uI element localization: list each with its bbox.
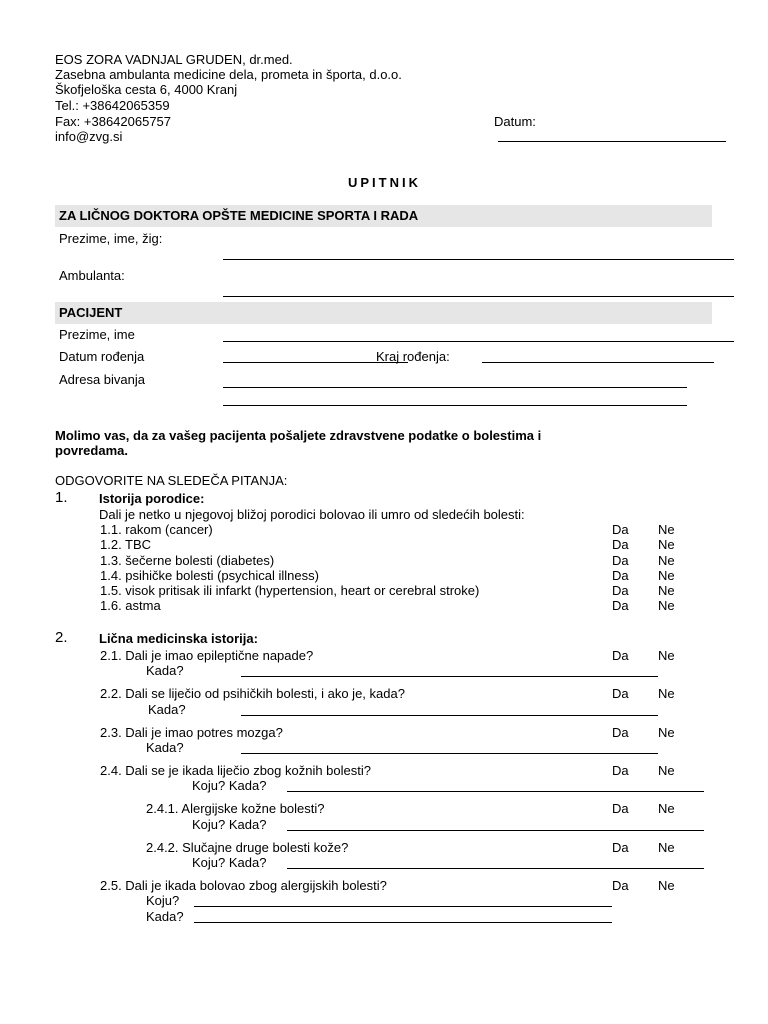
which-when-label: Koju? Kada? — [192, 855, 267, 870]
answer-yes[interactable]: Da — [612, 553, 629, 568]
answer-yes[interactable]: Da — [612, 878, 629, 893]
clinic-label: Ambulanta: — [59, 268, 125, 283]
question-2-3: 2.3. Dali je imao potres mozga? — [100, 725, 283, 740]
clinic-fax: Fax: +38642065757 — [55, 114, 172, 129]
address-field-line-1[interactable] — [223, 387, 687, 388]
patient-name-field[interactable] — [223, 341, 734, 342]
question-1-1: 1.1. rakom (cancer) — [100, 522, 213, 537]
when-field[interactable] — [241, 676, 658, 677]
answer-no[interactable]: Ne — [658, 553, 675, 568]
which-when-field[interactable] — [287, 868, 704, 869]
answer-no[interactable]: Ne — [658, 583, 675, 598]
when-field[interactable] — [241, 753, 658, 754]
date-label: Datum: — [494, 114, 536, 129]
which-when-label: Koju? Kada? — [192, 778, 267, 793]
doctor-section-heading: ZA LIČNOG DOKTORA OPŠTE MEDICINE SPORTA I RADA — [59, 208, 419, 223]
doctor-section-header — [55, 205, 712, 227]
answer-no[interactable]: Ne — [658, 725, 675, 740]
request-text-line-2: povredama. — [55, 443, 128, 458]
clinic-phone: Tel.: +38642065359 — [55, 98, 170, 113]
which-when-field[interactable] — [287, 830, 704, 831]
answer-yes[interactable]: Da — [612, 522, 629, 537]
question-2-4-2: 2.4.2. Slučajne druge bolesti kože? — [146, 840, 349, 855]
clinic-doctor-name: EOS ZORA VADNJAL GRUDEN, dr.med. — [55, 52, 293, 67]
question-2-4-1: 2.4.1. Alergijske kožne bolesti? — [146, 801, 325, 816]
clinic-field[interactable] — [223, 296, 734, 297]
which-label: Koju? — [146, 893, 180, 908]
answer-no[interactable]: Ne — [658, 763, 675, 778]
answer-no[interactable]: Ne — [658, 801, 675, 816]
answer-yes[interactable]: Da — [612, 537, 629, 552]
clinic-address: Škofjeloška cesta 6, 4000 Kranj — [55, 82, 238, 97]
answer-no[interactable]: Ne — [658, 648, 675, 663]
answer-yes[interactable]: Da — [612, 801, 629, 816]
question-1-6: 1.6. astma — [100, 598, 161, 613]
patient-section-header — [55, 302, 712, 324]
section-2-title: Lična medicinska istorija: — [99, 631, 258, 646]
answer-no[interactable]: Ne — [658, 568, 675, 583]
instruction-text: ODGOVORITE NA SLEDEČA PITANJA: — [55, 473, 288, 488]
answer-yes[interactable]: Da — [612, 598, 629, 613]
document-title: UPITNIK — [348, 175, 421, 190]
answer-no[interactable]: Ne — [658, 537, 675, 552]
answer-no[interactable]: Ne — [658, 878, 675, 893]
address-label: Adresa bivanja — [59, 372, 145, 387]
section-2-number: 2. — [55, 629, 68, 646]
patient-name-label: Prezime, ime — [59, 327, 135, 342]
question-1-3: 1.3. šečerne bolesti (diabetes) — [100, 553, 275, 568]
when-label: Kada? — [146, 740, 184, 755]
dob-label: Datum rođenja — [59, 349, 145, 364]
answer-yes[interactable]: Da — [612, 763, 629, 778]
when-field[interactable] — [194, 922, 612, 923]
answer-no[interactable]: Ne — [658, 840, 675, 855]
question-2-4: 2.4. Dali se je ikada liječio zbog kožnih bolesti? — [100, 763, 371, 778]
answer-yes[interactable]: Da — [612, 840, 629, 855]
which-field[interactable] — [194, 906, 612, 907]
section-1-title: Istorija porodice: — [99, 491, 205, 506]
doctor-name-field[interactable] — [223, 259, 734, 260]
pob-field[interactable] — [482, 362, 714, 363]
question-1-5: 1.5. visok pritisak ili infarkt (hypertension, heart or cerebral stroke) — [100, 583, 480, 598]
when-label: Kada? — [146, 909, 184, 924]
question-2-5: 2.5. Dali je ikada bolovao zbog alergijskih bolesti? — [100, 878, 387, 893]
when-field[interactable] — [241, 715, 658, 716]
answer-yes[interactable]: Da — [612, 583, 629, 598]
date-field[interactable] — [498, 141, 726, 142]
address-field-line-2[interactable] — [223, 405, 687, 406]
request-text-line-1: Molimo vas, da za vašeg pacijenta pošaljete zdravstvene podatke o bolestima i — [55, 428, 542, 443]
section-1-number: 1. — [55, 489, 68, 506]
clinic-email: info@zvg.si — [55, 129, 123, 144]
which-when-label: Koju? Kada? — [192, 817, 267, 832]
section-1-intro: Dali je netko u njegovoj bližoj porodici bolovao ili umro od sledećih bolesti: — [99, 507, 525, 522]
when-label: Kada? — [148, 702, 186, 717]
question-1-2: 1.2. TBC — [100, 537, 152, 552]
answer-yes[interactable]: Da — [612, 648, 629, 663]
answer-no[interactable]: Ne — [658, 522, 675, 537]
patient-section-heading: PACIJENT — [59, 305, 123, 320]
question-1-4: 1.4. psihičke bolesti (psychical illness) — [100, 568, 319, 583]
doctor-name-label: Prezime, ime, žig: — [59, 231, 163, 246]
answer-no[interactable]: Ne — [658, 686, 675, 701]
question-2-1: 2.1. Dali je imao epileptične napade? — [100, 648, 314, 663]
answer-yes[interactable]: Da — [612, 686, 629, 701]
when-label: Kada? — [146, 663, 184, 678]
pob-label: Kraj rođenja: — [376, 349, 450, 364]
answer-yes[interactable]: Da — [612, 725, 629, 740]
answer-no[interactable]: Ne — [658, 598, 675, 613]
answer-yes[interactable]: Da — [612, 568, 629, 583]
question-2-2: 2.2. Dali se liječio od psihičkih bolesti, i ako je, kada? — [100, 686, 405, 701]
which-when-field[interactable] — [287, 791, 704, 792]
clinic-company-name: Zasebna ambulanta medicine dela, prometa in športa, d.o.o. — [55, 67, 402, 82]
